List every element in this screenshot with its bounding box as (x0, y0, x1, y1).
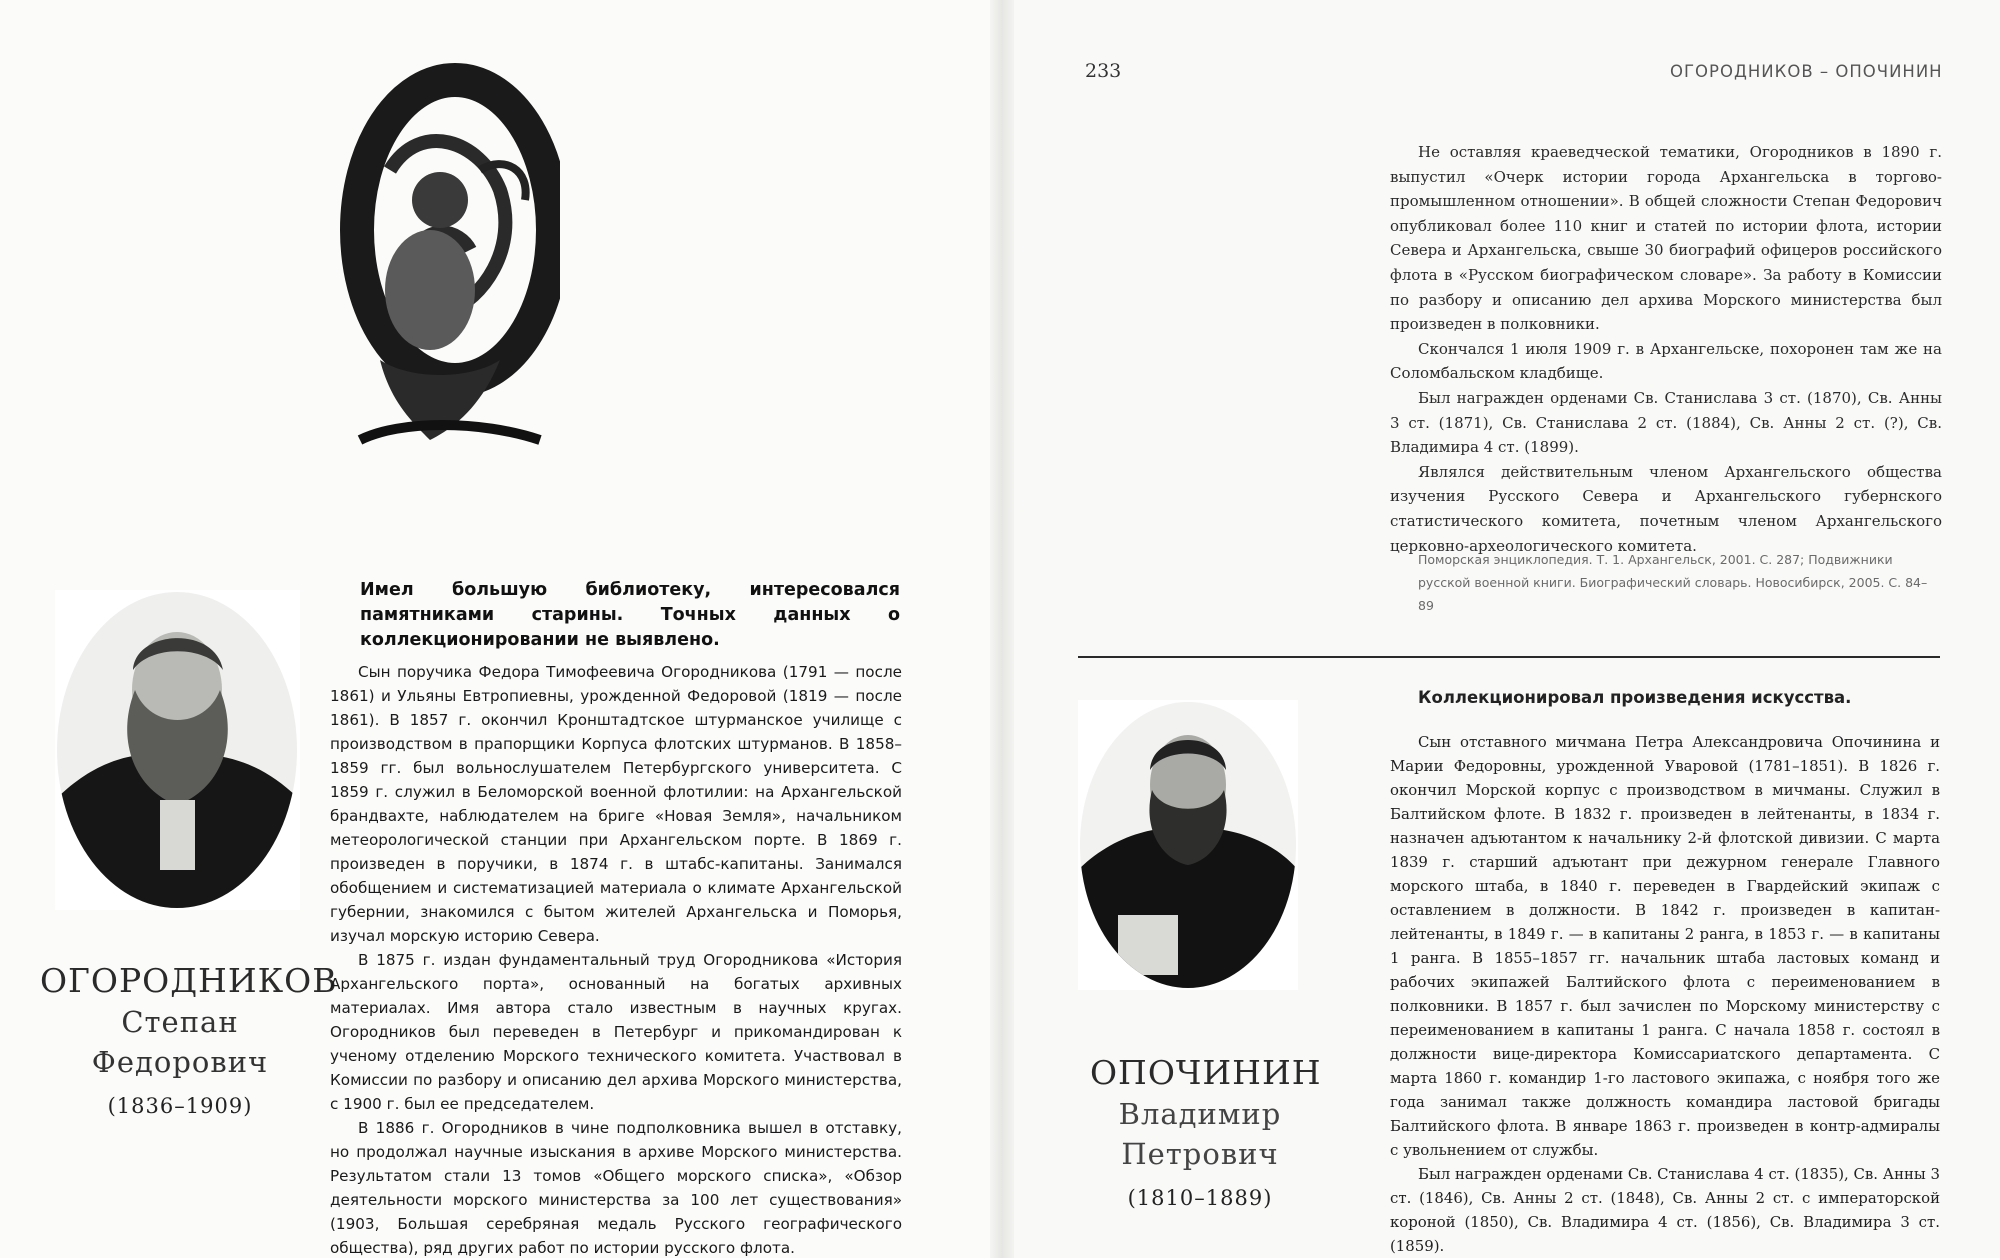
ogorodnikov-name-block (40, 960, 338, 1118)
right-page (1000, 0, 2000, 1258)
paragraph: Сын отставного мичмана Петра Александровича Опочинина и Марии Федоровны, урожденной Уваровой (1781–1851). В 1826 г. окончил Морской корпус с производством в мичманы. Служил в Балтийском флоте. В 1832 г. произведен в лейтенанты, в 1834 г. назначен адъютантом к начальнику 2-й флотской дивизии. С марта 1839 г. старший адъютант при дежурном генерале Главного морского штаба, в 1840 г. переведен в Гвардейский экипаж с оставлением в должности. В 1842 г. произведен в капитан-лейтенанты, в 1849 г. — в капитаны 2 ранга, в 1853 г. — в капитаны 1 ранга. В 1855–1857 гг. начальник штаба ластовых команд и рабочих экипажей Балтийского флота с переименованием в полковники. В 1857 г. был зачислен по Морскому министерству с переименованием в капитаны 1 ранга. С начала 1858 г. состоял в должности вице-директора Комиссариатского департамента. С марта 1860 г. командир 1-го ластового экипажа, с ноября того же года занимал также должность командира ластовой бригады Балтийского флота. В январе 1863 г. произведен в контр-адмиралы с увольнением от службы. (1390, 733, 1940, 1159)
paragraph: Был награжден орденами Св. Станислава 4 ст. (1835), Св. Анны 3 ст. (1846), Св. Анны 2 ст. (1848), Св. Анны 2 ст. с императорской короной (1850), Св. Владимира 4 ст. (1856), Св. Владимира 3 ст. (1859). (1390, 1165, 1940, 1255)
paragraph: Являлся действительным членом Архангельского общества изучения Русского Севера и Архангельского губернского статистического комитета, почетным членом Архангельского церковно-археологического комитета. (1390, 462, 1942, 555)
running-head: ОГОРОДНИКОВ – ОПОЧИНИН (1670, 62, 1943, 81)
biography-text (330, 660, 902, 1260)
surname: ОПОЧИНИН (1090, 1053, 1322, 1092)
life-years: (1836–1909) (107, 1094, 253, 1118)
book-gutter (990, 0, 1014, 1258)
patronymic: Петрович (1121, 1137, 1279, 1171)
opochinin-name-block (1090, 1052, 1322, 1210)
section-divider (1078, 656, 1940, 658)
left-page (0, 0, 1000, 1258)
paragraph: Не оставляя краеведческой тематики, Огородников в 1890 г. выпустил «Очерк истории города Архангельска в торгово-промышленном отношении». В общей сложности Степан Федорович опубликовал более 110 книг и статей по истории флота, истории Севера и Архангельска, свыше 30 биографий офицеров российского флота в «Русском биографическом словаре». За работу в Комиссии по разбору и описанию дел архива Морского министерства был произведен в полковники. (1390, 143, 1942, 334)
paragraph: Был награжден орденами Св. Станислава 3 ст. (1870), Св. Анны 3 ст. (1871), Св. Станислава 2 ст. (1884), Св. Анны 2 ст. (?), Св. Владимира 4 ст. (1899). (1390, 388, 1942, 457)
continuation-text (1390, 140, 1942, 558)
paragraph: Скончался 1 июля 1909 г. в Архангельске, похоронен там же на Соломбальском кладбище. (1390, 339, 1942, 383)
page-number: 233 (1085, 60, 1122, 82)
intro-text: Имел большую библиотеку, интересовался памятниками старины. Точных данных о коллекционировании не выявлено. (360, 580, 900, 650)
ornamental-initial-o-illustration (330, 60, 560, 450)
biography-text (1390, 730, 1940, 1258)
paragraph: В 1886 г. Огородников в чине подполковника вышел в отставку, но продолжал научные изыскания в архиве Морского министерства. Результатом стали 13 томов «Общего морского списка», «Обзор деятельности морского министерства за 100 лет существования» (1903, Большая серебряная медаль Русского географического общества), ряд других работ по истории русского флота. (330, 1119, 902, 1257)
intro-text: Коллекционировал произведения искусства. (1418, 688, 1852, 707)
references: Поморская энциклопедия. Т. 1. Архангельск, 2001. С. 287; Подвижники русской военной книги. Биографический словарь. Новосибирск, 2005. С. 84–89 (1418, 552, 1928, 613)
paragraph: Сын поручика Федора Тимофеевича Огородникова (1791 — после 1861) и Ульяны Евтропиевны, урожденной Федоровой (1819 — после 1861). В 1857 г. окончил Кронштадтское штурманское училище с производством в прапорщики Корпуса флотских штурманов. В 1858–1859 гг. был вольнослушателем Петербургского университета. С 1859 г. служил в Беломорской военной флотилии: на Архангельской брандвахте, наблюдателем на бриге «Новая Земля», начальником метеорологической станции при Архангельском порте. В 1869 г. произведен в поручики, в 1874 г. в штабс-капитаны. Занимался обобщением и систематизацией материала о климате Архангельской губернии, знакомился с бытом жителей Архангельска и Поморья, изучал морскую историю Севера. (330, 663, 902, 945)
surname: ОГОРОДНИКОВ (40, 961, 338, 1000)
given-name: Владимир (1118, 1097, 1282, 1131)
given-name: Степан (121, 1005, 239, 1039)
portrait-ogorodnikov (55, 590, 300, 910)
paragraph: В 1875 г. издан фундаментальный труд Огородникова «История Архангельского порта», основанный на богатых архивных материалах. Имя автора стало известным в научных кругах. Огородников был переведен в Петербург и прикомандирован к ученому отделению Морского технического комитета. Участвовал в Комиссии по разбору и описанию дел архива Морского министерства, с 1900 г. был ее председателем. (330, 951, 902, 1113)
patronymic: Федорович (91, 1045, 269, 1079)
portrait-opochinin (1078, 700, 1298, 990)
life-years: (1810–1889) (1127, 1186, 1273, 1210)
